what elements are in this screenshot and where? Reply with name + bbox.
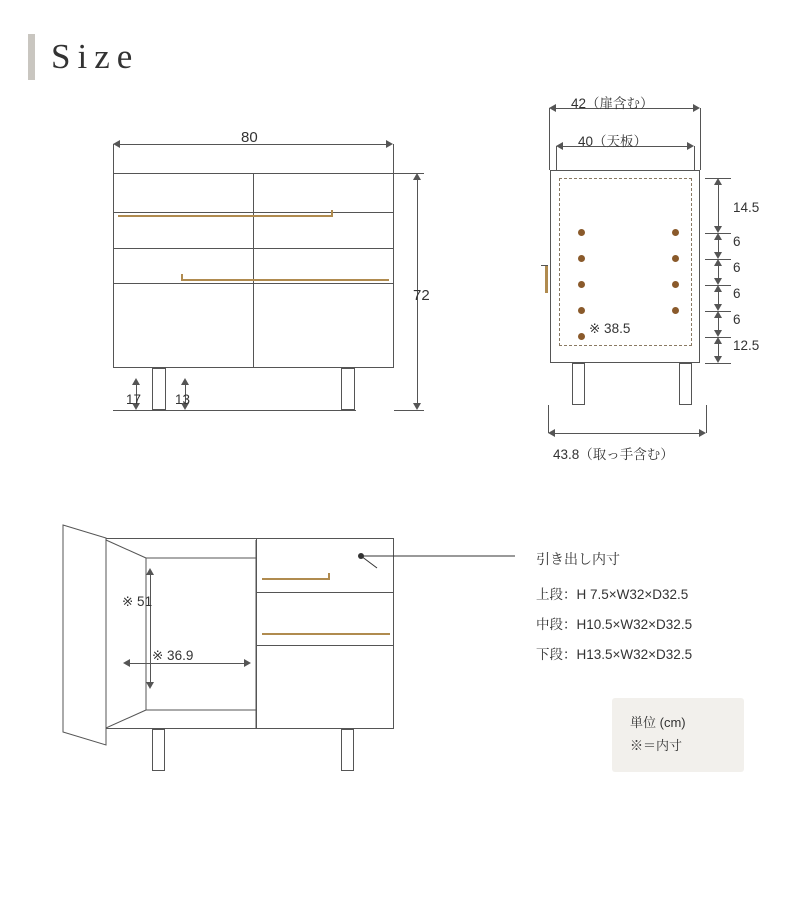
side-depth-door-label: 42（扉含む）: [571, 96, 654, 111]
front-baseline: [113, 410, 356, 411]
side-handle: [545, 265, 548, 293]
side-depth-door-arrow-right: [693, 104, 700, 112]
side-leg-left: [572, 363, 585, 405]
shelf-pin-left-4: [578, 307, 585, 314]
side-dim-arrow-5-down: [714, 330, 722, 337]
open-inner-width-label: ※ 36.9: [152, 648, 194, 663]
front-width-ext-left: [113, 144, 114, 174]
front-width-arrow-left: [113, 140, 120, 148]
shelf-pin-left-5: [578, 333, 585, 340]
callout-title: 引き出し内寸: [536, 551, 620, 567]
side-dim-arrow-4-up: [714, 285, 722, 292]
handle-top-left: [118, 215, 333, 217]
side-dim-arrow-1-down: [714, 226, 722, 233]
page-title: [28, 34, 139, 80]
cabinet-center-divider: [253, 173, 254, 368]
open-handle-2: [262, 633, 390, 635]
side-dim-arrow-6-up: [714, 337, 722, 344]
leg-inset-arrow-up: [181, 378, 189, 385]
open-inner-height-arrow-up: [146, 568, 154, 575]
side-depth-top-arrow-left: [556, 142, 563, 150]
side-dim-label-3: 6: [733, 260, 741, 275]
side-depth-top-label: 40（天板）: [578, 134, 648, 149]
open-inner-height-arrow-down: [146, 682, 154, 689]
unit-legend-box: [612, 698, 744, 772]
open-interior: [104, 538, 264, 730]
open-inner-width-arrow-right: [244, 659, 251, 667]
unit-legend-note: ※＝内寸: [630, 737, 683, 753]
side-bottom-ext-right: [706, 405, 707, 433]
side-dim-label-6: 12.5: [733, 338, 760, 353]
side-dim-label-1: 14.5: [733, 200, 760, 215]
front-height-arrow-up: [413, 173, 421, 180]
front-width-arrow-right: [386, 140, 393, 148]
front-leg-right: [341, 368, 355, 410]
side-bottom-arrow-left: [548, 429, 555, 437]
side-depth-door-ext-right: [700, 108, 701, 170]
side-depth-door-arrow-left: [549, 104, 556, 112]
side-depth-top-ext-left: [556, 146, 557, 170]
callout-row-bottom: 下段：H13.5×W32×D32.5: [536, 647, 693, 662]
shelf-pin-right-3: [672, 281, 679, 288]
front-height-arrow-down: [413, 403, 421, 410]
title-accent-bar: [28, 34, 35, 80]
shelf-pin-left-3: [578, 281, 585, 288]
shelf-pin-right-2: [672, 255, 679, 262]
side-dim-line-1: [718, 185, 719, 226]
front-width-ext-right: [393, 144, 394, 174]
side-dim-arrow-1-up: [714, 178, 722, 185]
handle-middle: [181, 279, 389, 281]
side-depth-top-arrow-right: [687, 142, 694, 150]
open-handle-1-end: [328, 573, 330, 580]
side-dim-tick-1: [705, 178, 731, 179]
handle-middle-end: [181, 274, 183, 281]
open-leg-right: [341, 729, 354, 771]
handle-top-left-end: [331, 210, 333, 217]
unit-legend-unit: 単位 (cm): [630, 715, 686, 730]
callout-leader: [355, 548, 535, 578]
side-dim-arrow-6-down: [714, 356, 722, 363]
side-dim-tick-7: [705, 363, 731, 364]
side-dim-arrow-5-up: [714, 311, 722, 318]
front-width-label: 80: [241, 129, 258, 146]
open-inner-height-dim-line: [150, 575, 151, 682]
side-dim-arrow-2-down: [714, 252, 722, 259]
side-depth-top-ext-right: [694, 146, 695, 170]
leg-height-arrow-up: [132, 378, 140, 385]
callout-row-middle: 中段：H10.5×W32×D32.5: [536, 617, 693, 632]
side-dim-label-5: 6: [733, 312, 741, 327]
open-leg-left: [152, 729, 165, 771]
front-height-ext-bottom: [394, 410, 424, 411]
callout-row-top: 上段：H 7.5×W32×D32.5: [536, 587, 689, 602]
leg-inset-label: 13: [175, 392, 191, 407]
side-bottom-label: 43.8（取っ手含む）: [553, 447, 674, 462]
open-drawer-divider-2: [256, 645, 394, 646]
side-leg-right: [679, 363, 692, 405]
open-inner-width-arrow-left: [123, 659, 130, 667]
side-dim-label-4: 6: [733, 286, 741, 301]
side-dim-arrow-3-down: [714, 278, 722, 285]
side-dim-arrow-2-up: [714, 233, 722, 240]
side-bottom-dim-line: [555, 433, 699, 434]
front-height-label: 72: [413, 287, 430, 304]
open-inner-height-label: ※ 51: [122, 594, 153, 609]
shelf-pin-right-4: [672, 307, 679, 314]
side-depth-door-ext-left: [549, 108, 550, 170]
shelf-pin-right-1: [672, 229, 679, 236]
leg-height-label: 17: [126, 392, 142, 407]
side-dim-label-2: 6: [733, 234, 741, 249]
page-title-text: Size: [51, 37, 140, 76]
front-leg-left: [152, 368, 166, 410]
open-center-divider: [256, 538, 257, 729]
shelf-pin-left-1: [578, 229, 585, 236]
shelf-pin-left-2: [578, 255, 585, 262]
open-handle-1: [262, 578, 330, 580]
side-inner-depth-label: ※ 38.5: [589, 321, 631, 336]
side-bottom-arrow-right: [699, 429, 706, 437]
open-drawer-divider-1: [256, 592, 394, 593]
side-handle-top: [541, 265, 548, 266]
side-dim-arrow-3-up: [714, 259, 722, 266]
side-dim-arrow-4-down: [714, 304, 722, 311]
